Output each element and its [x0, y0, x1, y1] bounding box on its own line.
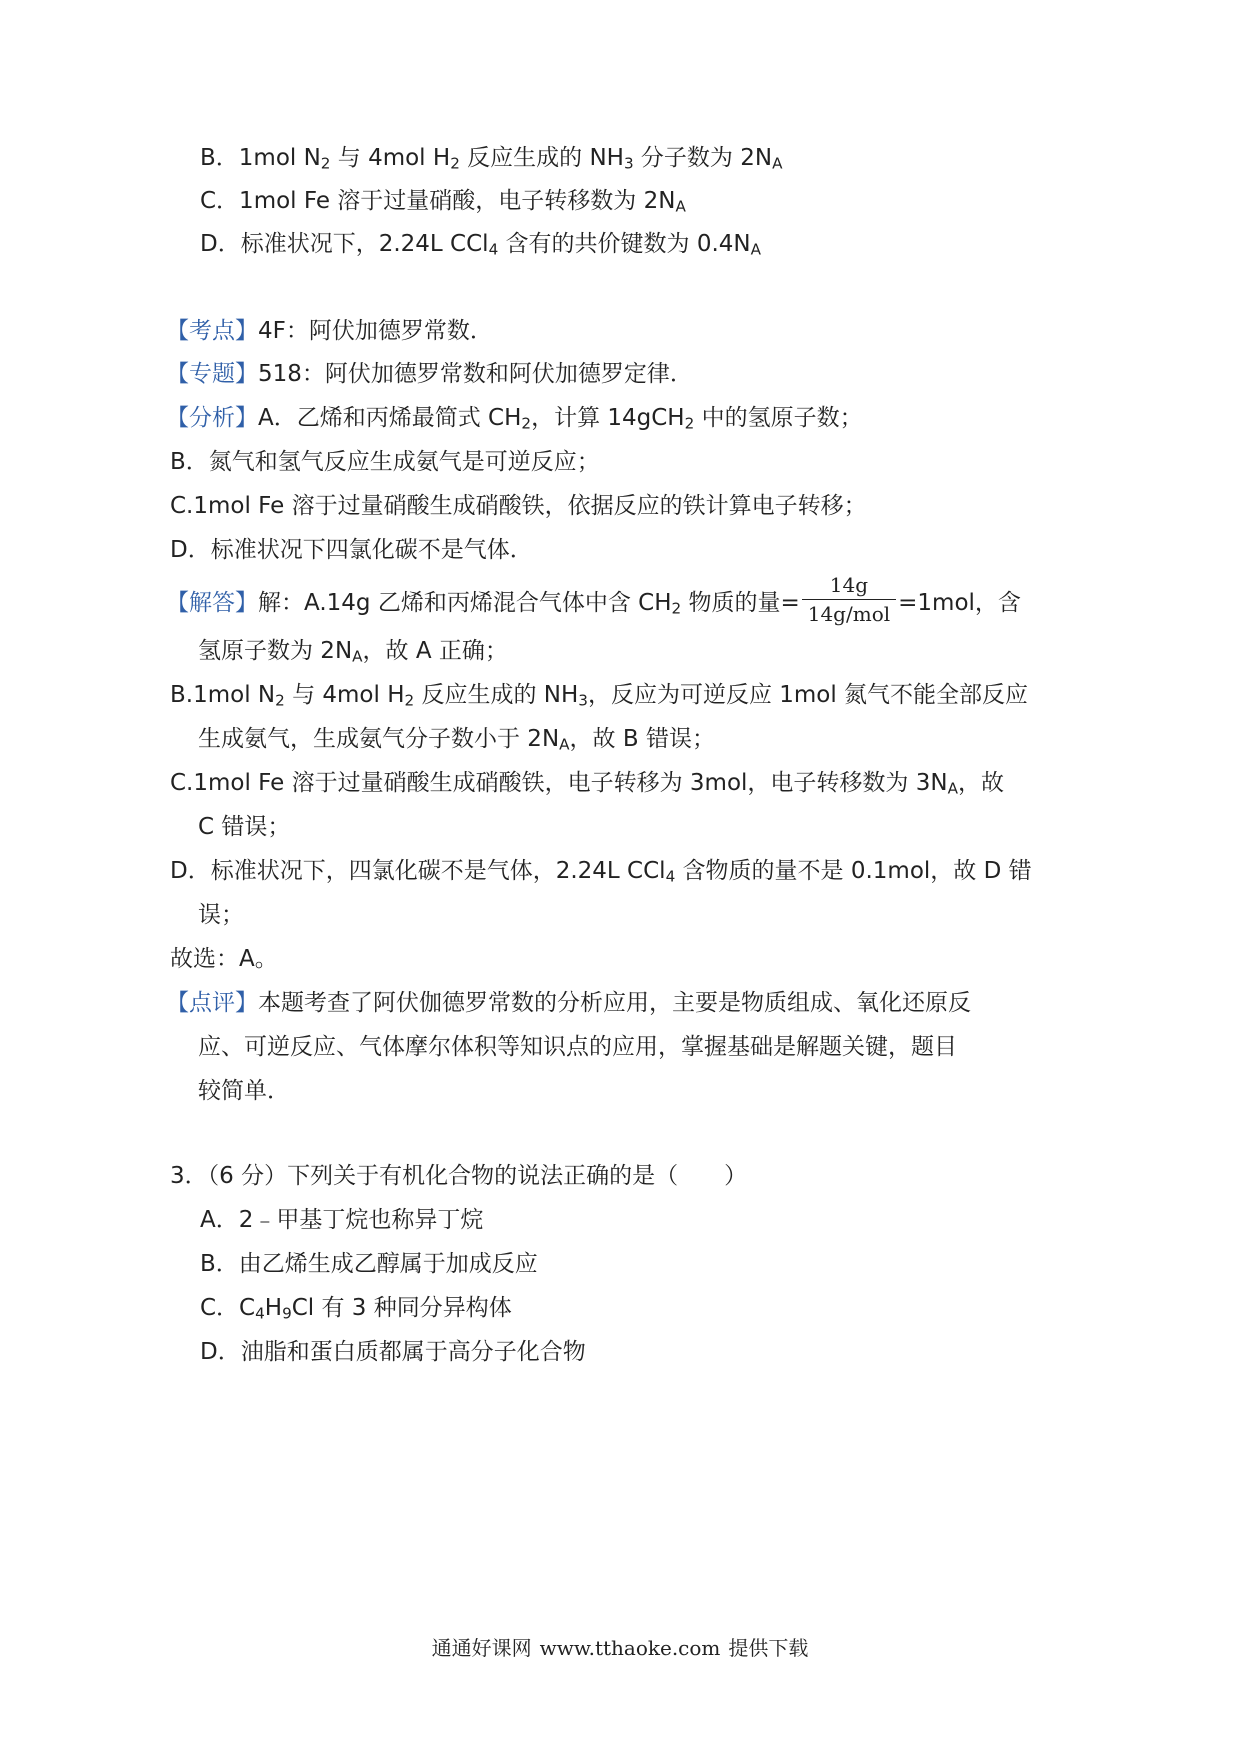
jieda-line-d: D．标准状况下，四氯化碳不是气体，2.24L CCl$_4$ 含物质的量不是 0.1mol，故 D 错 — [170, 858, 1032, 886]
question-3-option-d: D．油脂和蛋白质都属于高分子化合物 — [200, 1339, 586, 1365]
fenxi-line-a: 【分析】A．乙烯和丙烯最简式 $CH_2$，计算 14gCH$_2$ 中的氢原子数； — [166, 405, 863, 433]
option-d-prev: D．标准状况下，2.24L CCl$_4$ 含有的共价键数为 $0.4N_A$ — [200, 231, 762, 259]
fraction-denominator: 14g/mol — [807, 602, 891, 626]
zhuanti-line: 【专题】518：阿伏加德罗常数和阿伏加德罗定律． — [166, 361, 693, 387]
question-3-option-b: B．由乙烯生成乙醇属于加成反应 — [200, 1251, 538, 1277]
page-footer — [0, 1632, 1240, 1661]
dianping-line-2: 应、可逆反应、气体摩尔体积等知识点的应用，掌握基础是解题关键，题目 — [198, 1034, 957, 1060]
jieda-line-c2: C 错误； — [198, 814, 291, 840]
jieda-line-a2: 氢原子数为 $2N_A$，故 A 正确； — [198, 638, 508, 666]
dianping-line-3: 较简单． — [198, 1078, 290, 1104]
fenxi-tag: 【分析】 — [166, 405, 258, 431]
footer-site-name: 通通好课网 — [431, 1636, 532, 1660]
dianping-tag: 【点评】 — [166, 990, 258, 1016]
zhuanti-tag: 【专题】 — [166, 361, 258, 387]
question-3-stem: 3．（6 分）下列关于有机化合物的说法正确的是（ ） — [170, 1163, 748, 1189]
jieda-line-a: 【解答】解：A.14g 乙烯和丙烯混合气体中含 $CH_2$ 物质的量= $\frac{14g}{\text{14g/mol}}$ =1mol，含 — [166, 573, 1021, 626]
fenxi-line-c: C.1mol Fe 溶于过量硝酸生成硝酸铁，依据反应的铁计算电子转移； — [170, 493, 867, 519]
jieda-line-b2: 生成氨气，生成氨气分子数小于 $2N_A$，故 B 错误； — [198, 726, 715, 754]
option-b-prev: B．1mol $N_2$ 与 4mol $H_2$ 反应生成的 $NH_3$ 分子数为 $2N_A$ — [200, 145, 783, 173]
kaodian-line: 【考点】4F：阿伏加德罗常数． — [166, 318, 493, 344]
kaodian-tag: 【考点】 — [166, 318, 258, 344]
footer-suffix: 提供下载 — [728, 1636, 809, 1660]
fenxi-line-d: D．标准状况下四氯化碳不是气体． — [170, 537, 533, 563]
dianping-line-1: 【点评】本题考查了阿伏伽德罗常数的分析应用，主要是物质组成、氧化还原反 — [166, 990, 971, 1016]
question-3-option-c: C．$C_4H_9Cl$ 有 3 种同分异构体 — [200, 1295, 512, 1323]
fraction-numerator: 14g — [802, 574, 896, 600]
jieda-line-c: C.1mol Fe 溶于过量硝酸生成硝酸铁，电子转移为 3mol，电子转移数为 $3N_A$，故 — [170, 770, 1004, 798]
jieda-choice: 故选：A。 — [170, 946, 278, 972]
footer-url[interactable]: www.tthaoke.com — [539, 1636, 721, 1660]
fraction — [802, 574, 896, 625]
jieda-line-b: B.1mol $N_2$ 与 4mol $H_2$ 反应生成的 $NH_3$，反应为可逆反应 1mol 氮气不能全部反应 — [170, 682, 1029, 710]
fenxi-line-b: B．氮气和氢气反应生成氨气是可逆反应； — [170, 449, 600, 475]
option-c-prev: C．1mol Fe 溶于过量硝酸，电子转移数为 $2N_A$ — [200, 188, 686, 216]
question-3-option-a: A．2﹣甲基丁烷也称异丁烷 — [200, 1207, 484, 1233]
jieda-tag: 【解答】 — [166, 590, 258, 616]
jieda-line-d2: 误； — [198, 902, 244, 928]
